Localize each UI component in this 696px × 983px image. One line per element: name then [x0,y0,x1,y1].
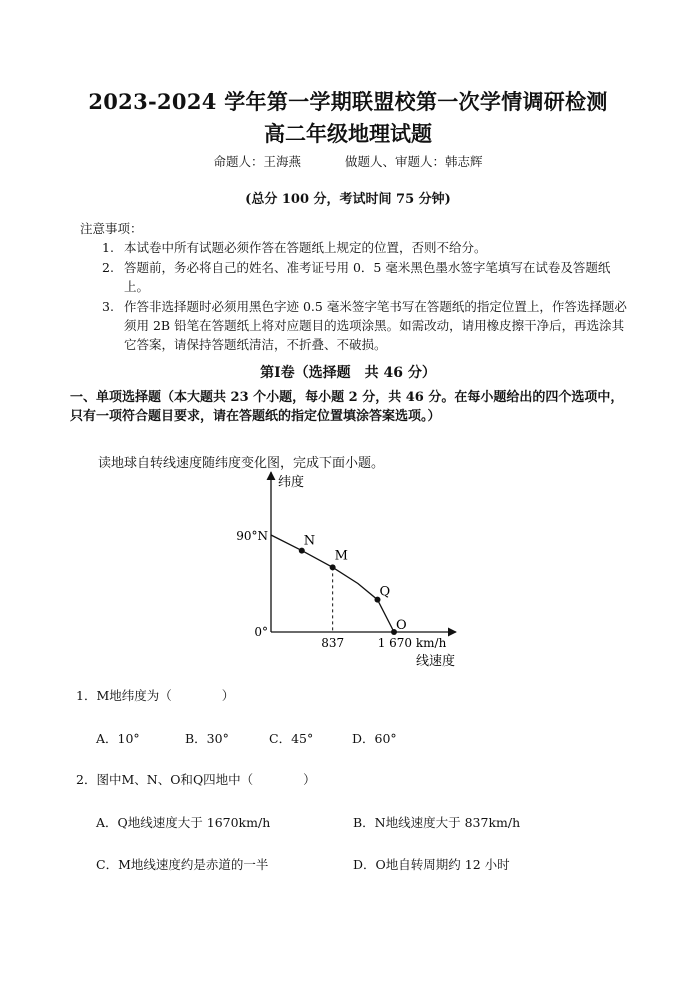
x-tick-label: 837 [321,636,345,650]
question-1-option-b[interactable]: B．30° [185,731,229,746]
y-tick-label: 90°N [236,529,268,543]
point-label-q: Q [379,584,391,600]
question-2-option-c[interactable]: C．M地线速度约是赤道的一半 [96,857,269,872]
point-label-n: N [303,533,316,549]
notice-item [102,238,632,257]
latitude-speed-chart [220,466,480,672]
notice-item [102,258,632,296]
notice-text: 本试卷中所有试题必须作答在答题纸上规定的位置，否则不给分。 [124,240,487,255]
notice-text: 答题前，务必将自己的姓名、准考证号用 0．5 毫米黑色墨水签字笔填写在试卷及答题纸上。 [124,260,611,294]
x-axis-label: 线速度 [416,654,456,669]
y-axis-label: 纬度 [278,475,305,490]
question-2-option-d[interactable]: D．O地自转周期约 12 小时 [353,857,510,872]
question-1-option-d[interactable]: D．60° [352,731,397,746]
question-1-option-c[interactable]: C．45° [269,731,314,746]
reviewer: 做题人、审题人：韩志辉 [345,154,483,169]
question-1-stem: 1．M地纬度为（ ） [76,688,235,703]
y-tick-label: 0° [254,625,268,639]
notice-heading: 注意事项： [80,221,143,236]
question-2-option-b[interactable]: B．N地线速度大于 837km/h [353,815,521,830]
authors-line [0,152,696,170]
exam-subtitle: 高二年级地理试题 [264,121,432,146]
point-label-o: O [396,618,407,633]
notice-item [102,297,632,354]
question-1-option-a[interactable]: A．10° [96,731,140,746]
setter: 命题人：王海燕 [213,154,301,169]
question-2-option-a[interactable]: A．Q地线速度大于 1670km/h [96,815,271,830]
notice-num: 2. [102,260,114,275]
notice-text: 作答非选择题时必须用黑色字迹 0.5 毫米签字笔书写在答题纸的指定位置上，作答选择题必须用 2B 铅笔在答题纸上将对应题目的选项涂黑。如需改动，请用橡皮擦干净后，再选涂其它答案，请保持答题纸清洁，不折叠、不破损。 [124,299,627,352]
x-tick-label: 1 670 km/h [377,636,447,650]
score-time: (总分 100 分，考试时间 75 分钟) [245,192,451,207]
part-title: 一、单项选择题（本大题共 23 个小题，每小题 2 分，共 46 分。在每小题给出的四个选项中，只有一项符合题目要求，请在答题纸的指定位置填涂答案选项。） [70,390,624,424]
exam-title: 2023-2024 学年第一学期联盟校第一次学情调研检测 [88,89,608,114]
notice-num: 1. [102,240,114,255]
point-m [330,564,336,570]
section-title: 第Ⅰ卷（选择题 共 46 分） [260,365,436,381]
point-label-m: M [334,548,348,564]
question-2-stem: 2．图中M、N、O和Q四地中（ ） [76,772,316,787]
notice-num: 3. [102,299,114,314]
question-intro: 读地球自转线速度随纬度变化图，完成下面小题。 [98,456,385,471]
